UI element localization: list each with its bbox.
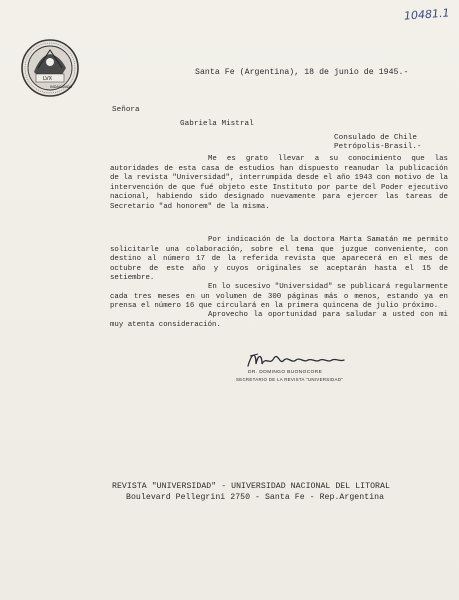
archive-number: 10481.1 [403,6,450,23]
body-paragraph-3: En lo sucesivo "Universidad" se publicará regularmente cada tres meses en un volumen de 300 páginas más o menos, estando ya en prensa el número 16 que circulará en la primera quincena de julio próximo. [110,283,448,311]
recipient-address-line1: Consulado de Chile [334,134,417,142]
dateline: Santa Fe (Argentina), 18 de junio de 1945.- [195,68,409,77]
letterhead-footer-line2: Boulevard Pellegrini 2750 - Santa Fe - Rep.Argentina [126,493,385,502]
recipient-address-line2: Petrópolis-Brasil.- [334,143,422,151]
university-seal-icon [20,38,80,98]
salutation: Señora [112,106,140,114]
handwritten-signature-icon [244,348,364,372]
signatory-title: SECRETARIO DE LA REVISTA "UNIVERSIDAD" [236,377,344,382]
seal-sub: INDAGANDO [50,85,73,89]
signatory-name: DR. DOMINGO BUONOCORE [248,370,323,375]
body-paragraph-2: Por indicación de la doctora Marta Samatán me permito solicitarle una colaboración, sobre el tema que juzgue conveniente, con destino al número 17 de la referida revista que aparecerá en el mes de octubre de este año y cuyos originales se aceptarán hasta el 15 de setiembre. [110,236,448,283]
body-paragraph-4: Aprovecho la oportunidad para saludar a usted con mi muy atenta consideración. [110,311,448,329]
recipient-name: Gabriela Mistral [180,120,254,128]
body-paragraph-1: Me es grato llevar a su conocimiento que las autoridades de esta casa de estudios han dispuesto reanudar la publicación de la revista "Universidad", interrumpida desde el año 1943 con motivo de la intervención de que fué objeto este Instituto por parte del Poder ejecutivo nacional, habiendo sido designado nuevamente para ejercer las tareas de Secretario "ad honorem" de la misma. [110,155,448,211]
seal-motto: LVX [43,76,53,82]
letterhead-footer-line1: REVISTA "UNIVERSIDAD" - UNIVERSIDAD NACIONAL DEL LITORAL [112,482,390,491]
